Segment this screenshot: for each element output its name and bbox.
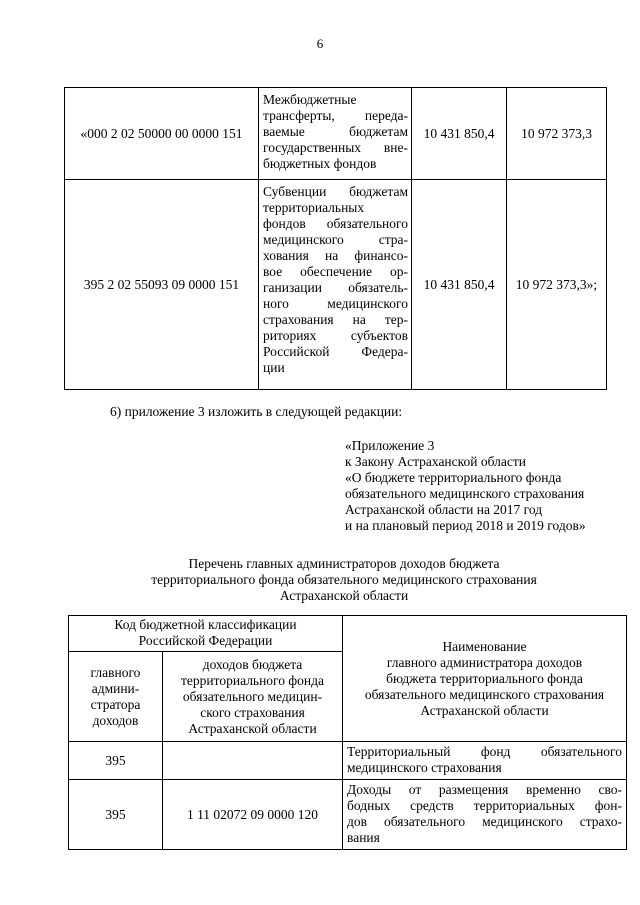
appendix-line: к Закону Астраханской области [345,454,527,469]
header-line: Российской Федерации [138,633,273,648]
name-line: бюджетных фондов [263,156,377,171]
name-line: Территориальный фонд обязательного [347,744,622,759]
header-line: обязательного медицинского страхования [364,686,605,702]
header-line: бюджета территориального фонда [386,670,583,686]
administrators-table [68,615,627,850]
name-line: вое обеспечение ор- [263,264,408,279]
name-line: страхования на тер- [263,312,408,327]
list-title-line: Перечень главных администраторов доходов бюджета [188,556,500,571]
row-name [343,780,627,850]
table-row [65,88,607,180]
name-line: хования на финансо- [263,248,408,263]
appendix-line: обязательного медицинского страхования [345,486,585,501]
row-code: «000 2 02 50000 00 0000 151 [65,88,259,180]
row-admin-code: 395 [69,742,163,780]
name-line: бодных средств территориальных фон- [347,798,622,813]
name-line: трансферты, переда- [263,108,408,123]
row-code: 395 2 02 55093 09 0000 151 [65,180,259,390]
header-line: Астраханской области [188,720,317,736]
header-line: Код бюджетной классификации [114,617,297,632]
name-line: ции [263,360,285,375]
name-line: фондов обязательного [263,216,408,231]
row-income-code: 1 11 02072 09 0000 120 [163,780,343,850]
table-row [69,780,627,850]
budget-table [64,87,607,390]
name-line: медицинского стра- [263,232,408,247]
header-row [69,616,627,652]
header-line: территориального фонда [181,672,324,688]
header-line: доходов бюджета [202,656,303,672]
header-income-code [163,652,343,742]
amendment-paragraph: 6) приложение 3 изложить в следующей редакции: [110,404,403,419]
name-line: вания [347,830,380,845]
row-value-2018: 10 431 850,4 [412,88,507,180]
row-income-code [163,742,343,780]
header-line: админи- [91,680,140,696]
appendix-line: Астраханской области на 2017 год [345,502,543,517]
header-administrator-name [343,616,627,742]
header-line: доходов [92,712,139,728]
appendix-line: «О бюджете территориального фонда [345,470,562,485]
appendix-line: «Приложение 3 [345,438,435,453]
table-row [65,180,607,390]
header-line: Наименование [442,638,527,654]
row-name [259,180,412,390]
appendix-heading [345,438,625,534]
name-line: Доходы от размещения временно сво- [347,782,622,797]
name-line: государственных вне- [263,140,408,155]
list-title-line: Астраханской области [279,588,409,603]
row-value-2019: 10 972 373,3»; [507,180,607,390]
name-line: Субвенции бюджетам [263,184,408,199]
name-line: ваемые бюджетам [263,124,408,139]
list-title-line: территориального фонда обязательного медицинского страхования [151,572,537,587]
header-classification-code [69,616,343,652]
name-line: дов обязательного медицинского страхо- [347,814,622,829]
row-value-2019: 10 972 373,3 [507,88,607,180]
row-admin-code: 395 [69,780,163,850]
name-line: ганизации обязатель- [263,280,408,295]
header-line: стратора [90,696,141,712]
name-line: ного медицинского [263,296,408,311]
row-value-2018: 10 431 850,4 [412,180,507,390]
header-line: обязательного медицин- [182,688,323,704]
appendix-line: и на плановый период 2018 и 2019 годов» [345,518,586,533]
table-row [69,742,627,780]
page-number: 6 [316,36,324,51]
name-line: риториях субъектов [263,328,408,343]
header-line: Астраханской области [420,702,549,718]
name-line: медицинского страхования [347,760,502,775]
header-line: главного администратора доходов [386,654,583,670]
header-line: главного [90,664,141,680]
row-name [343,742,627,780]
name-line: территориальных [263,200,365,215]
row-name [259,88,412,180]
name-line: Межбюджетные [263,92,357,107]
header-line: ского страхования [200,704,305,720]
name-line: Российской Федера- [263,344,408,359]
list-title [64,556,624,604]
header-main-administrator [69,652,163,742]
